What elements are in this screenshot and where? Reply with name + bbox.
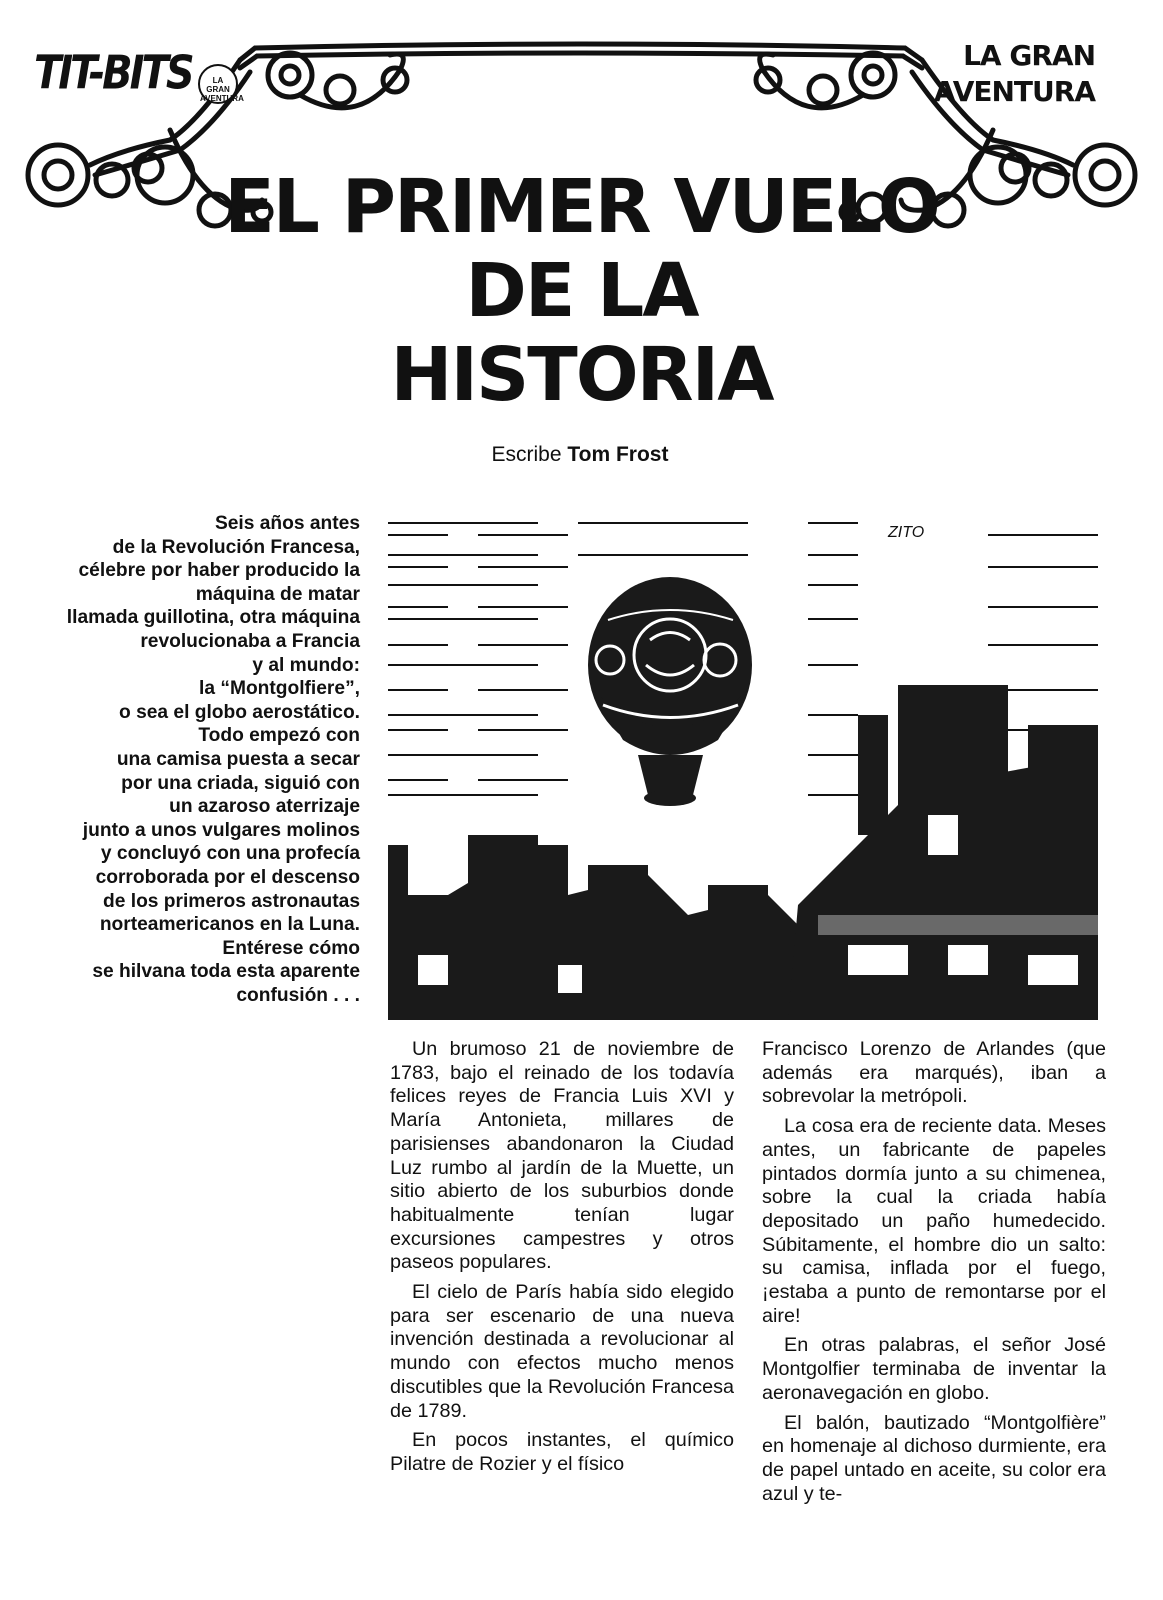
intro-line: una camisa puesta a secar: [116, 748, 360, 770]
intro-line: y al mundo:: [252, 654, 360, 676]
intro-line: Seis años antes: [214, 513, 360, 534]
intro-line: de los primeros astronautas: [103, 890, 360, 912]
intro-line: corroborada por el descenso: [95, 866, 360, 888]
title-line-1: EL PRIMER VUELO: [224, 164, 939, 250]
artist-signature: ZITO: [888, 524, 925, 541]
byline: [360, 443, 800, 467]
intro-line: revolucionaba a Francia: [140, 630, 360, 652]
intro-line: se hilvana toda esta aparente: [92, 961, 360, 983]
logo-text: TIT-BITS: [34, 46, 192, 100]
paragraph: La cosa era de reciente data. Meses antes, un fabricante de papeles pintados dormía junto a su chimenea, sobre la cual la criada había depositado un paño humedecido. Súbitamente, el hombre dio un salto: su camisa, inflada por el fuego, ¡estaba a punto de remontarse por el aire!: [762, 1115, 1106, 1327]
intro-line: norteamericanos en la Luna.: [99, 914, 360, 936]
magazine-logo: [28, 40, 244, 103]
intro-lead: [10, 512, 360, 1007]
body-column-2: [762, 1038, 1106, 1512]
intro-line: Todo empezó con: [198, 725, 360, 747]
body-column-1: [390, 1038, 734, 1483]
intro-line: de la Revolución Francesa,: [112, 536, 360, 558]
intro-line: Entérese cómo: [222, 937, 360, 959]
paragraph-continuation: Francisco Lorenzo de Arlandes (que además era marqués), iban a sobrevolar la metrópoli.: [762, 1038, 1106, 1108]
intro-line: junto a unos vulgares molinos: [82, 819, 360, 841]
intro-line: o sea el globo aerostático.: [119, 701, 360, 723]
title-line-3: HISTORIA: [390, 332, 773, 418]
paragraph: El cielo de París había sido elegido para ser escenario de una nueva invención destinada a revolucionar al mundo con efectos mucho menos discutibles que la Revolución Francesa de 1789.: [390, 1281, 734, 1422]
paragraph: El balón, bautizado “Montgolfière” en homenaje al dichoso durmiente, era de papel untado en aceite, su color era azul y te-: [762, 1411, 1106, 1505]
intro-line: confusión . . .: [236, 984, 360, 1006]
balloon-illustration: [388, 515, 1098, 1020]
paragraph: En otras palabras, el señor José Montgolfier terminaba de inventar la aeronavegación en globo.: [762, 1334, 1106, 1404]
logo-badge: LA GRAN AVENTURA: [198, 64, 238, 104]
intro-line: la “Montgolfiere”,: [199, 678, 360, 700]
article-title: [200, 165, 963, 417]
intro-line: máquina de matar: [195, 583, 360, 605]
byline-author: Tom Frost: [567, 443, 669, 466]
paragraph: Un brumoso 21 de noviembre de 1783, bajo el reinado de los todavía felices reyes de Francia Luis XVI y María Antonieta, millares de parisienses abandonaron la Ciudad Luz rumbo al jardín de la Muette, un sitio abierto de los suburbios donde habitualmente tenían lugar excursiones campestres y otros paseos populares.: [390, 1038, 734, 1274]
intro-line: célebre por haber producido la: [78, 560, 360, 582]
paragraph: En pocos instantes, el químico Pilatre de Rozier y el físico: [390, 1429, 734, 1475]
byline-prefix: Escribe: [491, 443, 562, 466]
section-label: LA GRAN AVENTURA: [933, 39, 1095, 108]
intro-line: un azaroso aterrizaje: [169, 796, 360, 818]
intro-line: y concluyó con una profecía: [100, 843, 360, 865]
intro-line: llamada guillotina, otra máquina: [66, 607, 360, 629]
intro-line: por una criada, siguió con: [121, 772, 360, 794]
title-line-2: DE LA: [465, 248, 698, 334]
